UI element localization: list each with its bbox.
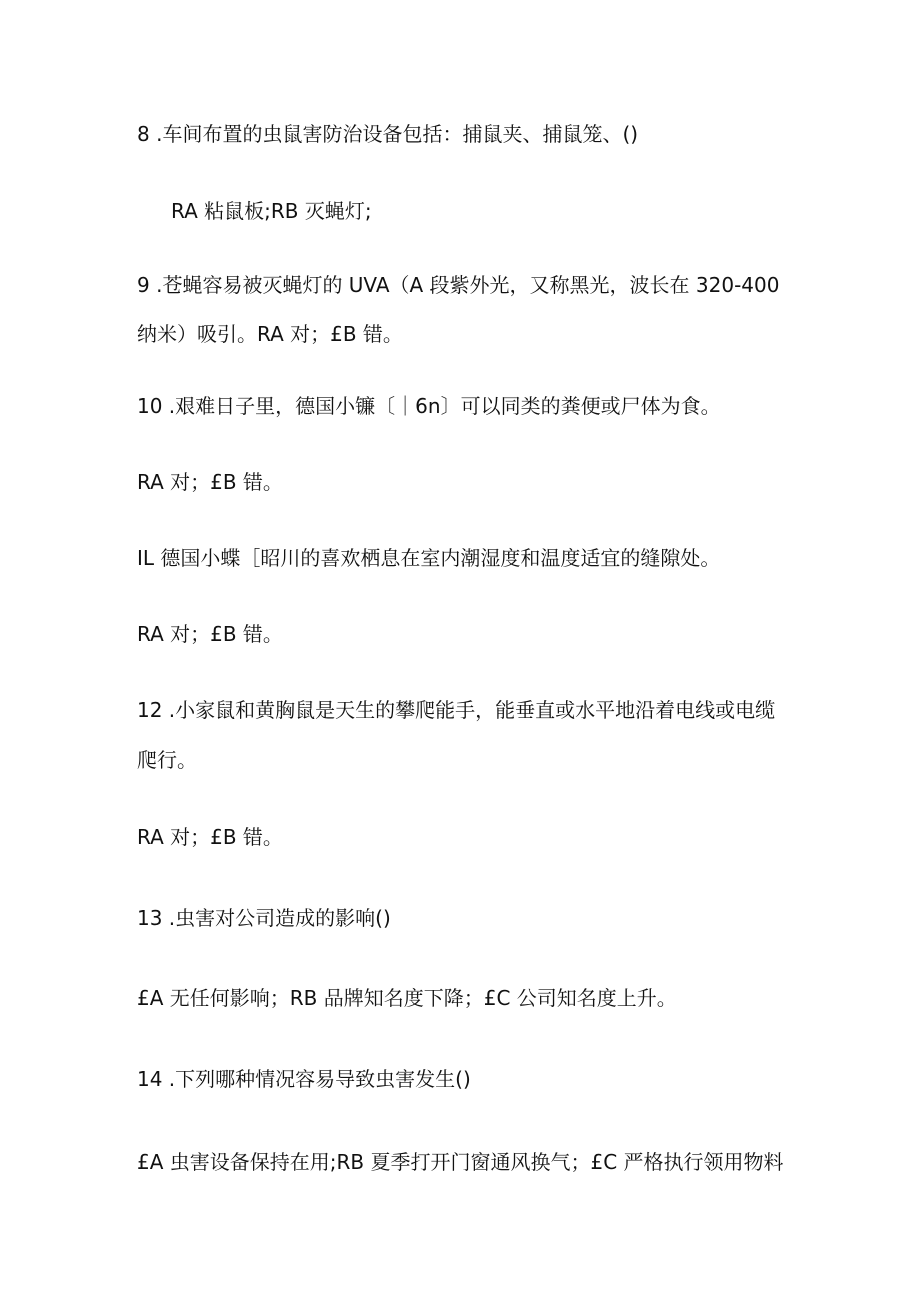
question-12-options: RA 对；£B 错。 bbox=[137, 825, 283, 849]
question-12-continued: 爬行。 bbox=[137, 748, 197, 772]
question-11: IL 德国小蝶［昭川的喜欢栖息在室内潮湿度和温度适宜的缝隙处。 bbox=[137, 546, 721, 570]
question-9: 9 .苍蝇容易被灭蝇灯的 UVA（A 段紫外光，又称黑光，波长在 320-400 bbox=[137, 273, 780, 297]
question-14-options: £A 虫害设备保持在用;RB 夏季打开门窗通风换气；£C 严格执行领用物料 bbox=[137, 1150, 784, 1174]
question-13-options: £A 无任何影响；RB 品牌知名度下降；£C 公司知名度上升。 bbox=[137, 986, 677, 1010]
question-13: 13 .虫害对公司造成的影响() bbox=[137, 906, 391, 930]
question-11-options: RA 对；£B 错。 bbox=[137, 622, 283, 646]
question-14: 14 .下列哪种情况容易导致虫害发生() bbox=[137, 1067, 471, 1091]
question-8-options: RA 粘鼠板;RB 灭蝇灯; bbox=[171, 199, 372, 223]
question-12: 12 .小家鼠和黄胸鼠是天生的攀爬能手，能垂直或水平地沿着电线或电缆 bbox=[137, 698, 776, 722]
question-10-options: RA 对；£B 错。 bbox=[137, 470, 283, 494]
question-10: 10 .艰难日子里，德国小镰〔｜6n〕可以同类的粪便或尸体为食。 bbox=[137, 394, 721, 418]
question-9-continued: 纳米）吸引。RA 对；£B 错。 bbox=[137, 322, 403, 346]
question-8: 8 .车间布置的虫鼠害防治设备包括：捕鼠夹、捕鼠笼、() bbox=[137, 122, 639, 146]
